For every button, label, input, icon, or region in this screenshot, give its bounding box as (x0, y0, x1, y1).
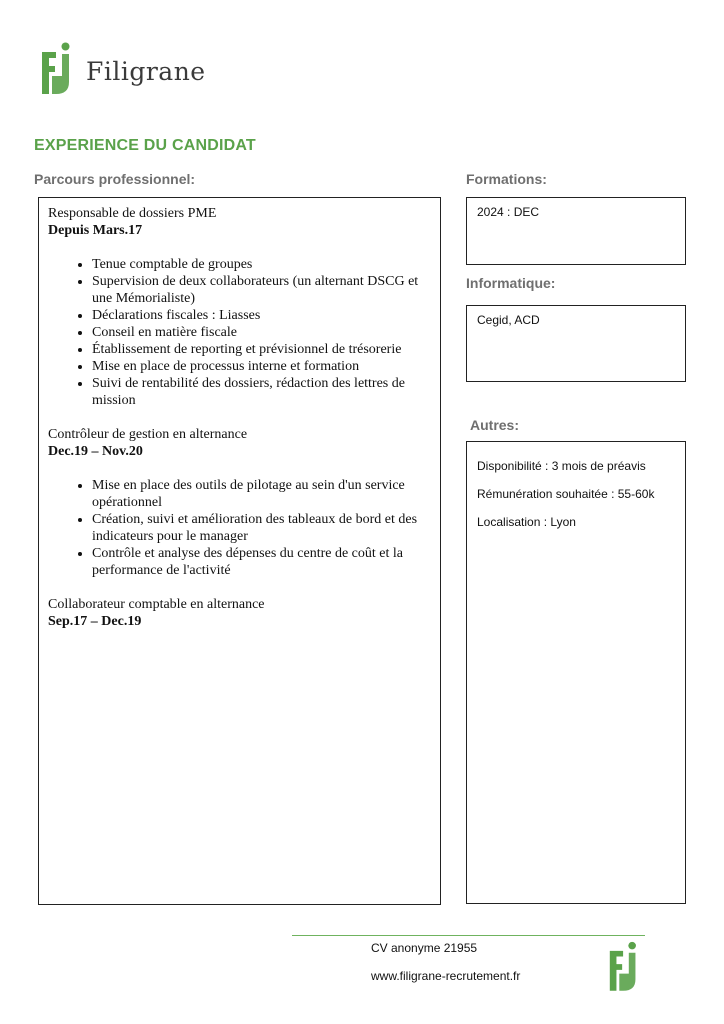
bullet-item: • Suivi de rentabilité des dossiers, rédaction des lettres de mission (92, 375, 431, 409)
job-title: Contrôleur de gestion en alternance (48, 427, 248, 442)
formations-heading: Formations: (466, 171, 547, 187)
job-date: Depuis Mars.17 (48, 223, 143, 238)
parcours-heading: Parcours professionnel: (34, 171, 196, 187)
job-date: Dec.19 – Nov.20 (48, 444, 143, 459)
localisation-text: Localisation : Lyon (477, 515, 576, 529)
job-bullets (48, 256, 431, 409)
formations-box (466, 197, 686, 265)
remuneration-text: Rémunération souhaitée : 55-60k (477, 487, 655, 501)
job-date: Sep.17 – Dec.19 (48, 614, 142, 629)
bullet-item: • Supervision de deux collaborateurs (un alternant DSCG et une Mémorialiste) (92, 273, 431, 307)
filigrane-logo-icon (38, 42, 78, 96)
job-entry (48, 426, 431, 579)
bullet-item: • Tenue comptable de groupes (92, 256, 431, 273)
disponibilite-text: Disponibilité : 3 mois de préavis (477, 459, 646, 473)
autres-box (466, 441, 686, 904)
informatique-box (466, 305, 686, 382)
cv-id: CV anonyme 21955 (371, 941, 478, 955)
bullet-item: • Mise en place de processus interne et formation (92, 358, 431, 375)
bullet-item: • Contrôle et analyse des dépenses du centre de coût et la performance de l'activité (92, 545, 431, 579)
brand-name: Filigrane (86, 57, 206, 86)
experience-box (38, 197, 441, 905)
autres-heading: Autres: (470, 417, 520, 433)
bullet-item: • Établissement de reporting et prévisionnel de trésorerie (92, 341, 431, 358)
filigrane-footer-logo-icon (606, 941, 644, 993)
job-title: Collaborateur comptable en alternance (48, 597, 265, 612)
footer-divider (292, 935, 645, 936)
informatique-heading: Informatique: (466, 275, 556, 291)
bullet-item: • Création, suivi et amélioration des tableaux de bord et des indicateurs pour le manager (92, 511, 431, 545)
bullet-item: • Conseil en matière fiscale (92, 324, 431, 341)
section-title: EXPERIENCE DU CANDIDAT (34, 137, 256, 154)
job-bullets (48, 477, 431, 579)
job-title: Responsable de dossiers PME (48, 206, 217, 221)
informatique-value: Cegid, ACD (477, 313, 540, 327)
job-entry (48, 596, 431, 630)
formations-value: 2024 : DEC (477, 205, 540, 219)
website-link[interactable]: www.filigrane-recrutement.fr (371, 969, 521, 983)
bullet-item: • Mise en place des outils de pilotage au sein d'un service opérationnel (92, 477, 431, 511)
job-entry (48, 205, 431, 409)
bullet-item: • Déclarations fiscales : Liasses (92, 307, 431, 324)
